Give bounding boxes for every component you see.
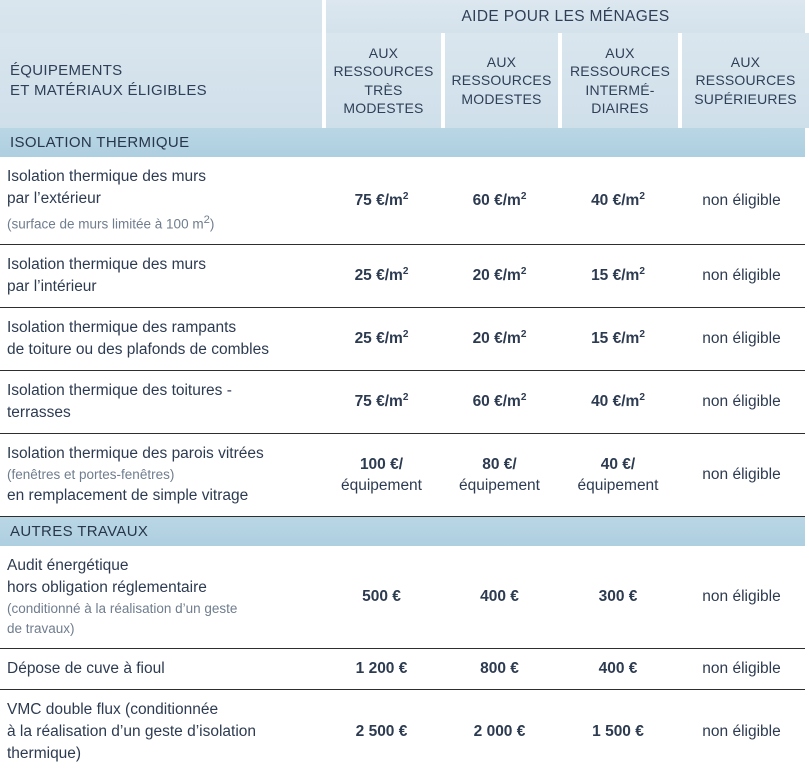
value-inline [362, 586, 401, 607]
table-row [0, 308, 805, 371]
row-label-cell [0, 308, 322, 370]
value-inline [474, 721, 526, 742]
value-text: non éligible [702, 267, 781, 284]
column-header-line: INTERMÉ- [585, 81, 655, 98]
value-unit: équipement [340, 476, 422, 494]
row-value-cell [558, 546, 678, 648]
row-value-cell [678, 690, 805, 774]
column-header-line: MODESTES [461, 90, 542, 107]
value-inline [480, 658, 519, 679]
value-inline [592, 721, 644, 742]
row-label-cell [0, 245, 322, 307]
value-amount: 40 € [591, 191, 622, 209]
row-value-cell [322, 371, 441, 433]
column-header-line: AUX [368, 44, 399, 61]
row-value-cell [441, 157, 558, 244]
table-header-bottom-row [0, 33, 805, 128]
row-value-cell [678, 649, 805, 689]
value-unit: $/m^2$ [621, 391, 645, 410]
row-value-cell [441, 690, 558, 774]
row-value-cell [441, 546, 558, 648]
value-unit: $/m^2$ [502, 328, 527, 347]
column-header-line: SUPÉRIEURES [694, 90, 797, 107]
value-amount: 75 € [354, 191, 385, 209]
value-text: non éligible [702, 393, 781, 410]
row-label-line: Isolation thermique des toitures - [7, 381, 232, 399]
value-amount: 25 € [354, 330, 385, 347]
row-label-cell [0, 371, 322, 433]
value-inline [473, 391, 527, 412]
row-value-cell [322, 245, 441, 307]
value-unit: $/m^2$ [502, 190, 527, 209]
table-header [0, 0, 805, 128]
row-value-cell [322, 434, 441, 516]
row-label-line: Dépose de cuve à fioul [7, 659, 165, 677]
value-amount: 1 500 € [592, 723, 644, 740]
row-value-cell [322, 690, 441, 774]
table-row [0, 690, 805, 774]
value-text: non éligible [702, 660, 781, 677]
value-amount: 400 € [598, 660, 638, 677]
value-inline [356, 721, 408, 742]
value-text: non éligible [702, 330, 781, 347]
column-header-line: RESSOURCES [569, 63, 671, 79]
column-header-equipements-line2: ET MATÉRIAUX ÉLIGIBLES [10, 81, 207, 99]
value-amount: 25 € [354, 267, 385, 284]
table-header-top-row [0, 0, 805, 33]
value-inline [473, 328, 527, 349]
row-value-cell [558, 649, 678, 689]
value-inline [355, 328, 409, 349]
row-value-cell [322, 157, 441, 244]
value-unit: $/m^2$ [384, 328, 409, 347]
column-header-line: TRÈS [364, 81, 403, 98]
value-amount: 2 500 € [355, 723, 408, 740]
row-label-note: (surface de murs limitée à 100 $m^2$) [7, 214, 215, 232]
value-unit: $/m^2$ [502, 391, 527, 410]
value-inline [356, 658, 408, 679]
value-text: non éligible [702, 191, 781, 209]
row-label-line: Isolation thermique des murs [7, 255, 207, 273]
value-amount: 40 €/ [600, 455, 636, 473]
value-amount: 1 200 € [355, 660, 408, 677]
row-value-cell [322, 649, 441, 689]
value-inline [473, 190, 527, 211]
table-row [0, 649, 805, 690]
value-amount: 400 € [480, 588, 519, 605]
value-amount: 20 € [472, 267, 503, 284]
row-value-cell [678, 546, 805, 648]
row-value-cell [558, 308, 678, 370]
row-value-cell [558, 371, 678, 433]
column-header-ressources-superieures [682, 33, 809, 128]
value-amount: 500 € [362, 588, 401, 605]
column-header-line: AUX [605, 44, 635, 61]
table-body [0, 128, 805, 774]
value-unit: équipement [458, 476, 540, 494]
value-amount: 800 € [480, 660, 519, 677]
row-value-cell [441, 371, 558, 433]
value-amount: 60 € [472, 393, 503, 410]
row-label-line: Isolation thermique des parois vitrées [7, 444, 264, 462]
column-header-ressources-modestes [445, 33, 558, 128]
column-header-line: RESSOURCES [695, 72, 796, 89]
value-inline [599, 658, 638, 679]
table-row [0, 245, 805, 308]
row-label-cell [0, 434, 322, 516]
column-group-header-aide-menages: AIDE POUR LES MÉNAGES [326, 0, 805, 33]
value-unit: $/m^2$ [621, 265, 645, 284]
row-value-cell [558, 157, 678, 244]
row-value-cell [678, 245, 805, 307]
row-value-cell [678, 308, 805, 370]
row-label-line: hors obligation réglementaire [7, 578, 207, 596]
value-amount: 20 € [472, 330, 503, 347]
row-label-note: (fenêtres et portes-fenêtres) [7, 466, 175, 482]
row-value-cell [678, 371, 805, 433]
table-row [0, 546, 805, 649]
row-value-cell [678, 434, 805, 516]
value-unit: $/m^2$ [384, 391, 409, 410]
row-label-line: terrasses [7, 403, 71, 421]
column-header-line: RESSOURCES [333, 63, 434, 79]
section-header-band: ISOLATION THERMIQUE [0, 128, 805, 157]
value-amount: 75 € [354, 393, 385, 410]
value-amount: 60 € [472, 191, 503, 209]
value-amount: 100 €/ [359, 455, 404, 473]
value-amount: 300 € [598, 588, 638, 605]
value-inline [355, 265, 409, 286]
row-value-cell [441, 434, 558, 516]
row-label-cell [0, 690, 322, 774]
value-inline [591, 265, 645, 286]
value-inline [599, 586, 638, 607]
row-value-cell [322, 308, 441, 370]
value-amount: 40 € [591, 393, 622, 410]
table-row [0, 371, 805, 434]
header-corner-spacer [0, 0, 322, 33]
column-header-line: MODESTES [343, 100, 424, 116]
value-amount: 15 € [591, 267, 622, 284]
column-header-line: AUX [730, 53, 761, 70]
row-label-cell [0, 546, 322, 648]
value-amount: 80 €/ [482, 455, 517, 473]
column-header-line: RESSOURCES [451, 72, 552, 89]
row-label-line: à la réalisation d’un geste d’isolation [7, 722, 257, 740]
table-row [0, 157, 805, 245]
row-label-line: VMC double flux (conditionnée [7, 700, 219, 718]
row-value-cell [441, 308, 558, 370]
column-header-equipements-eligibles [0, 33, 322, 128]
row-label-line: de toiture ou des plafonds de combles [7, 340, 269, 358]
column-header-line: AUX [486, 53, 517, 70]
value-amount: 15 € [591, 330, 622, 347]
row-value-cell [558, 245, 678, 307]
row-label-line: en remplacement de simple vitrage [7, 486, 249, 504]
value-inline [591, 328, 645, 349]
value-unit: $/m^2$ [621, 328, 645, 347]
value-text: non éligible [702, 466, 781, 483]
row-label-cell [0, 649, 322, 689]
section-header-band: AUTRES TRAVAUX [0, 517, 805, 546]
value-amount: 2 000 € [473, 723, 526, 740]
value-inline [480, 586, 519, 607]
value-inline [591, 190, 645, 211]
row-value-cell [441, 649, 558, 689]
value-unit: équipement [577, 476, 659, 494]
row-label-line: Isolation thermique des rampants [7, 318, 237, 336]
row-value-cell [678, 157, 805, 244]
row-label-note: (conditionné à la réalisation d’un geste [7, 600, 238, 616]
value-unit: $/m^2$ [502, 265, 527, 284]
row-value-cell [558, 690, 678, 774]
column-header-ressources-intermediaires [562, 33, 678, 128]
value-inline [473, 265, 527, 286]
row-label-cell [0, 157, 322, 244]
column-header-line: DIAIRES [591, 100, 649, 116]
value-unit: $/m^2$ [384, 190, 409, 209]
row-value-cell [322, 546, 441, 648]
value-inline [355, 190, 409, 211]
row-value-cell [558, 434, 678, 516]
value-text: non éligible [702, 588, 781, 605]
value-inline [355, 391, 409, 412]
value-unit: $/m^2$ [621, 190, 645, 209]
row-label-line: par l’extérieur [7, 190, 101, 207]
value-inline [591, 391, 645, 412]
row-label-line: thermique) [7, 744, 82, 762]
table-row [0, 434, 805, 517]
row-label-line: par l’intérieur [7, 277, 97, 295]
column-header-equipements-line1: ÉQUIPEMENTS [10, 61, 123, 79]
row-label-line: Isolation thermique des murs [7, 168, 207, 185]
row-label-note: de travaux) [7, 620, 75, 636]
row-label-line: Audit énergétique [7, 556, 129, 574]
row-value-cell [441, 245, 558, 307]
value-text: non éligible [702, 723, 781, 740]
value-unit: $/m^2$ [384, 265, 409, 284]
column-header-ressources-tres-modestes [326, 33, 441, 128]
